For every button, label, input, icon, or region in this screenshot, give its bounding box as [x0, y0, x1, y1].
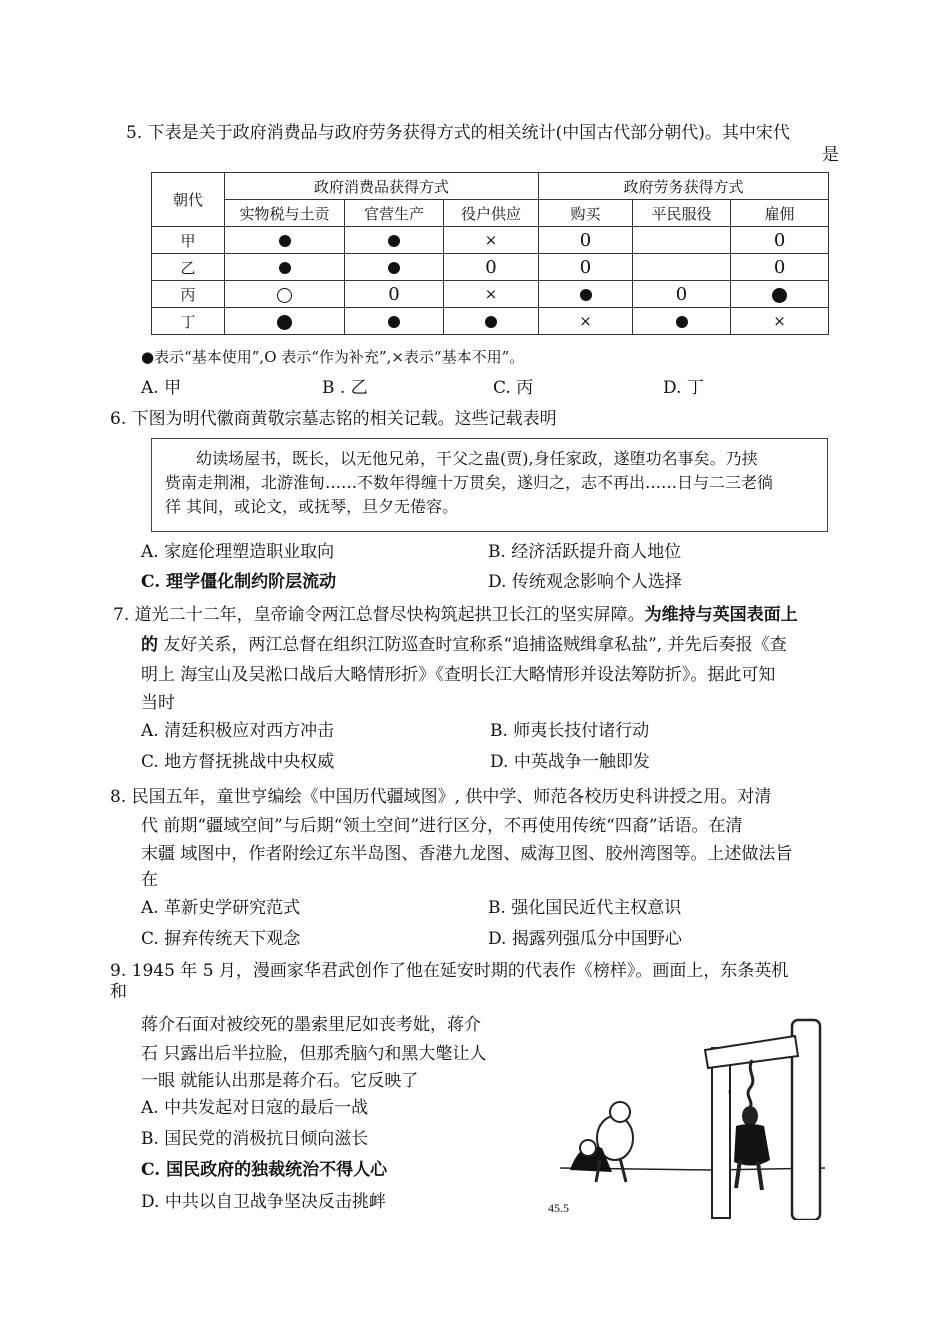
q8-option-a[interactable]: A. 革新史学研究范式 [141, 898, 301, 918]
zero-mark: 0 [485, 256, 497, 278]
q7-stem-bold: 为维持与英国表面上 [644, 605, 798, 625]
col-header: 实物税与土贡 [225, 200, 345, 227]
table-cell [225, 227, 345, 254]
q7-option-a[interactable]: A. 清廷积极应对西方冲击 [141, 721, 335, 741]
q9-option-d[interactable]: D. 中共以自卫战争坚决反击挑衅 [141, 1192, 386, 1212]
q8-stem-line: 8. 民国五年，童世亨编绘《中国历代疆域图》, 供中学、师范各校历史科讲授之用。对清 [110, 787, 772, 807]
q5-option-b[interactable]: B . 乙 [322, 378, 368, 398]
zero-mark: 0 [675, 283, 688, 305]
cross-mark: × [484, 285, 498, 303]
filled-circle-icon [388, 316, 400, 328]
q5-option-a[interactable]: A. 甲 [141, 378, 182, 398]
filled-circle-icon [388, 262, 400, 274]
filled-circle-icon [279, 262, 291, 274]
dynasty-label: 乙 [152, 254, 225, 281]
mourner-1-head [610, 1102, 630, 1122]
rope [748, 1060, 753, 1108]
table-cell [225, 308, 345, 335]
q6-quote-line: 徉 其间，或论文，或抚琴，旦夕无倦容。 [165, 497, 459, 516]
q6-option-c[interactable]: C. 理学僵化制约阶层流动 [141, 572, 337, 592]
svg-text:...: ... [726, 1088, 737, 1098]
q7-option-d[interactable]: D. 中英战争一触即发 [490, 752, 650, 772]
table-cell [633, 281, 731, 308]
q9-stem-line: 一眼 就能认出那是蒋介石。它反映了 [141, 1071, 419, 1091]
q9-stem-line: 石 只露出后半拉脸，但那秃脑勺和黑大氅让人 [141, 1044, 487, 1064]
q7-stem-line4: 当时 [141, 693, 175, 713]
table-cell [345, 254, 444, 281]
table-cell [444, 227, 539, 254]
table-cell [539, 227, 633, 254]
table-cell [345, 227, 444, 254]
zero-mark: 0 [773, 229, 786, 251]
q8-option-d[interactable]: D. 揭露列强瓜分中国野心 [488, 929, 682, 949]
cartoon-image [540, 1010, 830, 1220]
q8-stem-line: 在 [141, 870, 158, 890]
hanged-head [742, 1106, 758, 1126]
q5-table [151, 172, 829, 335]
hollow-circle-icon [277, 288, 292, 303]
filled-circle-icon [676, 316, 688, 328]
table-cell [225, 281, 345, 308]
q7-option-b[interactable]: B. 师夷长技付诸行动 [490, 721, 650, 741]
q9-option-a[interactable]: A. 中共发起对日寇的最后一战 [141, 1098, 369, 1118]
dynasty-label: 甲 [152, 227, 225, 254]
q6-option-a[interactable]: A. 家庭伦理塑造职业取向 [141, 542, 335, 562]
table-cell [539, 281, 633, 308]
table-cell [444, 308, 539, 335]
q8-stem-line: 末疆 域图中，作者附绘辽东半岛图、香港九龙图、威海卫图、胶州湾图等。上述做法旨 [141, 844, 793, 864]
table-cell [731, 281, 829, 308]
q5-stem-line2: 是 [822, 145, 839, 165]
table-cell [731, 254, 829, 281]
q8-stem-line: 代 前期“疆域空间”与后期“领土空间”进行区分，不再使用传统“四裔”话语。在清 [141, 816, 743, 836]
header-dynasty: 朝代 [152, 173, 225, 227]
gallows-left-post [712, 1048, 730, 1218]
filled-circle-icon [580, 289, 592, 301]
q9-option-c[interactable]: C. 国民政府的独裁统治不得人心 [141, 1160, 388, 1180]
q8-option-b[interactable]: B. 强化国民近代主权意识 [488, 898, 682, 918]
table-cell [225, 254, 345, 281]
table-cell [633, 254, 731, 281]
q9-stem-line: 蒋介石面对被绞死的墨索里尼如丧考妣，蒋介 [141, 1015, 481, 1035]
q9-option-b[interactable]: B. 国民党的消极抗日倾向滋长 [141, 1129, 369, 1149]
table-cell [731, 227, 829, 254]
table-cell [345, 308, 444, 335]
q5-stem-line1: 5. 下表是关于政府消费品与政府劳务获得方式的相关统计(中国古代部分朝代)。其中宋代 [126, 123, 790, 143]
q6-option-b[interactable]: B. 经济活跃提升商人地位 [488, 542, 682, 562]
dynasty-label: 丁 [152, 308, 225, 335]
q6-stem: 6. 下图为明代徽商黄敬宗墓志铭的相关记载。这些记载表明 [110, 409, 557, 429]
cross-mark: × [484, 231, 498, 249]
table-cell [539, 308, 633, 335]
q7-stem-line1 [113, 604, 798, 626]
hanged-body [734, 1124, 770, 1166]
table-row [152, 254, 829, 281]
q7-stem-text: 友好关系，两江总督在组织江防巡查时宣称系“追捕盗贼缉拿私盐”, 并先后奏报《查 [158, 635, 787, 655]
table-cell [539, 254, 633, 281]
q5-legend: ●表示“基本使用”,O 表示“作为补充”,×表示“基本不用”。 [141, 348, 525, 366]
q5-option-c[interactable]: C. 丙 [493, 378, 534, 398]
table-cell [731, 308, 829, 335]
table-row [152, 281, 829, 308]
filled-circle-icon [279, 235, 291, 247]
q5-option-d[interactable]: D. 丁 [663, 378, 704, 398]
q6-quote-line: 赀南走荆湘，北游淮甸……不数年得缠十万贯矣，遂归之，志不再出……日与二三老徜 [165, 473, 774, 492]
col-header: 平民服役 [633, 200, 731, 227]
cross-mark: × [579, 312, 592, 330]
q7-stem-line2 [141, 634, 787, 656]
q7-option-c[interactable]: C. 地方督抚挑战中央权威 [141, 752, 335, 772]
q9-stem-line1: 9. 1945 年 5 月，漫画家华君武创作了他在延安时期的代表作《榜样》。画面上，东条英机 [110, 961, 789, 981]
table-cell [633, 227, 731, 254]
col-header: 购买 [539, 200, 633, 227]
filled-circle-icon [277, 315, 292, 330]
filled-circle-icon [772, 288, 787, 303]
q7-stem-line3: 明上 海宝山及吴淞口战后大略情形折》《查明长江大略情形并设法筹防折》。据此可知 [141, 665, 776, 685]
q7-stem-text: 7. 道光二十二年，皇帝谕令两江总督尽快构筑起拱卫长江的坚实屏障。 [113, 605, 645, 625]
zero-mark: 0 [388, 283, 400, 305]
q9-stem-line2: 和 [110, 982, 127, 1002]
table-cell [444, 281, 539, 308]
header-goods: 政府消费品获得方式 [225, 173, 539, 200]
zero-mark: 0 [773, 256, 786, 278]
col-header: 雇佣 [731, 200, 829, 227]
cross-mark: × [773, 312, 786, 330]
q6-quote-line: 幼读场屋书，既长，以无他兄弟，干父之蛊(贾),身任家政，遂堕功名事矣。乃挟 [196, 449, 758, 468]
q7-stem-bold: 的 [141, 635, 158, 655]
table-cell [345, 281, 444, 308]
q8-option-c[interactable]: C. 摒弃传统天下观念 [141, 929, 301, 949]
header-labor: 政府劳务获得方式 [539, 173, 829, 200]
table-cell [633, 308, 731, 335]
col-header: 役户供应 [444, 200, 539, 227]
table-row [152, 227, 829, 254]
filled-circle-icon [388, 235, 400, 247]
q6-option-d[interactable]: D. 传统观念影响个人选择 [488, 572, 682, 592]
zero-mark: 0 [579, 256, 592, 278]
table-cell [444, 254, 539, 281]
filled-circle-icon [485, 316, 497, 328]
dynasty-label: 丙 [152, 281, 225, 308]
cartoon-date: 45.5 [548, 1201, 569, 1215]
col-header: 官营生产 [345, 200, 444, 227]
mourner-2-head [580, 1140, 596, 1156]
zero-mark: 0 [579, 229, 592, 251]
table-row [152, 308, 829, 335]
